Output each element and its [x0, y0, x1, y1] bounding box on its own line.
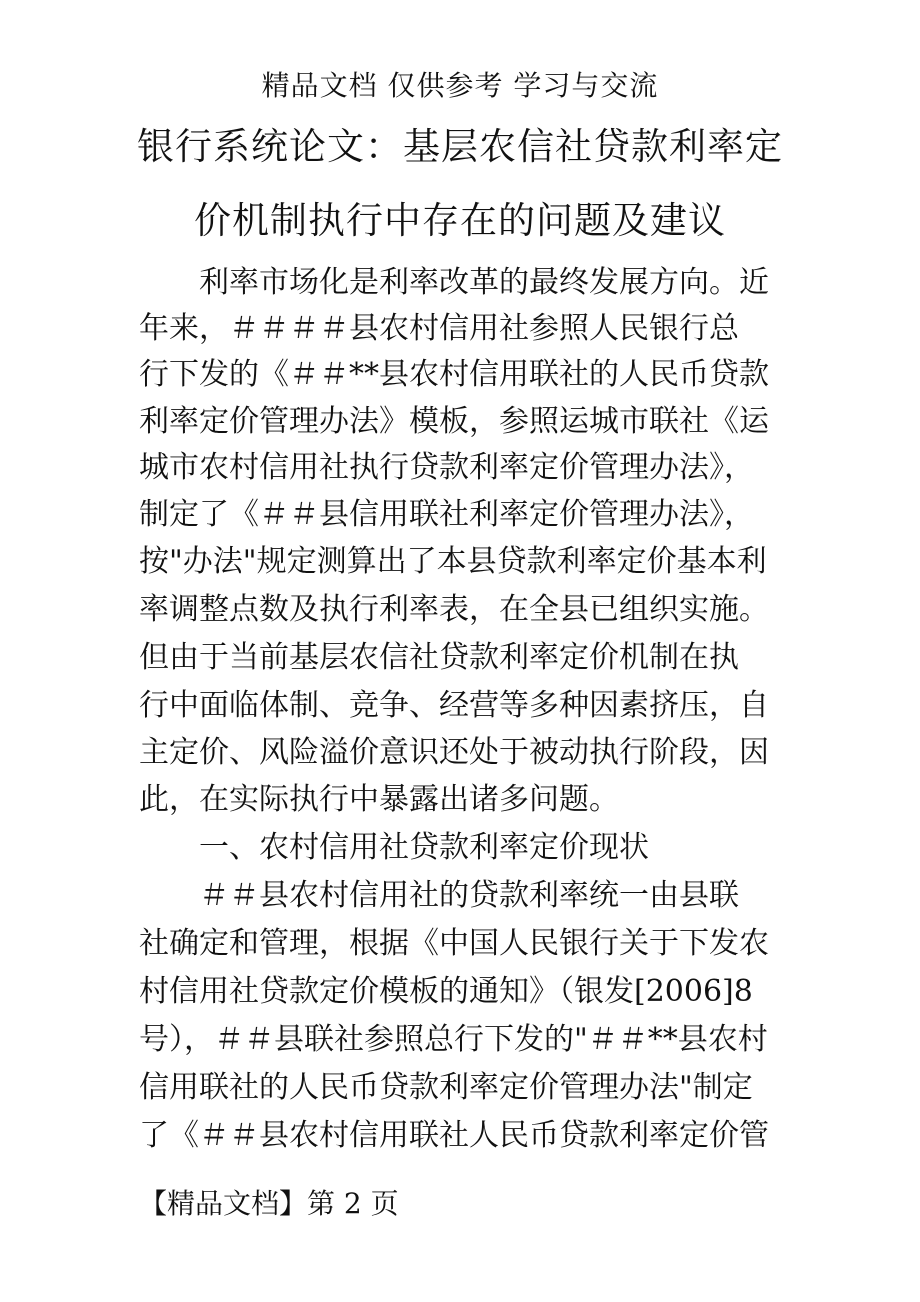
body-line: 行下发的《＃＃**县农村信用联社的人民币贷款	[139, 357, 769, 392]
body-line: 制定了《＃＃县信用联社利率定价管理办法》，	[139, 497, 754, 532]
body-line: 率调整点数及执行利率表，在全县已组织实施。	[139, 592, 769, 627]
body-line: 城市农村信用社执行贷款利率定价管理办法》，	[139, 450, 754, 485]
body-line: 利率市场化是利率改革的最终发展方向。近	[199, 265, 769, 300]
body-line: 行中面临体制、竞争、经营等多种因素挤压，自	[139, 688, 769, 723]
body-line: 村信用社贷款定价模板的通知》（银发[2006]8	[139, 974, 753, 1009]
body-line: 号），＃＃县联社参照总行下发的"＃＃**县农村	[139, 1022, 768, 1057]
body-line: 社确定和管理，根据《中国人民银行关于下发农	[139, 926, 769, 961]
doc-title-line-2: 价机制执行中存在的问题及建议	[194, 199, 726, 242]
page-header: 精品文档 仅供参考 学习与交流	[261, 69, 659, 102]
body-line: 按"办法"规定测算出了本县贷款利率定价基本利	[139, 544, 767, 579]
body-line: 主定价、风险溢价意识还处于被动执行阶段，因	[139, 735, 769, 770]
section-heading: 一、农村信用社贷款利率定价现状	[199, 830, 649, 865]
body-line: 年来，＃＃＃＃县农村信用社参照人民银行总	[139, 311, 739, 346]
body-line: 了《＃＃县农村信用联社人民币贷款利率定价管	[139, 1118, 769, 1153]
body-line: 信用联社的人民币贷款利率定价管理办法"制定	[139, 1070, 753, 1105]
page-footer: 【精品文档】第 2 页	[139, 1187, 399, 1220]
body-line: ＃＃县农村信用社的贷款利率统一由县联	[199, 878, 739, 913]
body-line: 此，在实际执行中暴露出诸多问题。	[139, 782, 619, 817]
body-line: 但由于当前基层农信社贷款利率定价机制在执	[139, 640, 739, 675]
body-line: 利率定价管理办法》模板，参照运城市联社《运	[139, 404, 769, 439]
doc-title-line-1: 银行系统论文：基层农信社贷款利率定	[137, 125, 783, 168]
